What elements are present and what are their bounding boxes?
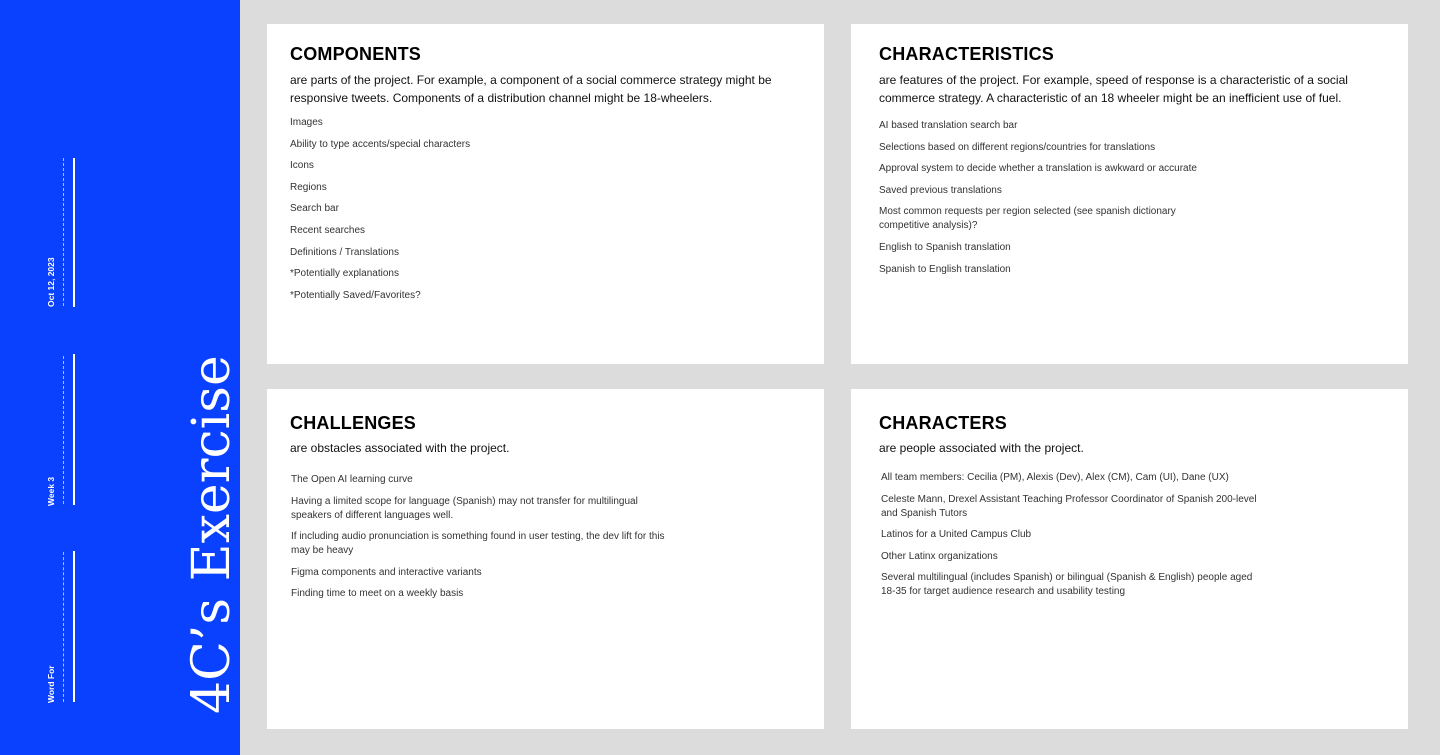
challenges-description: are obstacles associated with the project. — [290, 441, 510, 455]
list-item: Definitions / Translations — [290, 246, 399, 258]
page-title: 4C’s Exercise — [182, 355, 242, 714]
components-description: are parts of the project. For example, a component of a social commerce strategy might be responsive tweets. Components of a distribution channel might be 18-wheelers. — [290, 73, 772, 105]
characters-title: CHARACTERS — [879, 413, 1007, 433]
dashed-divider-date — [63, 158, 64, 306]
challenges-card — [267, 389, 824, 729]
characters-list — [881, 471, 1266, 607]
components-title: COMPONENTS — [290, 44, 422, 64]
list-item: All team members: Cecilia (PM), Alexis (Dev), Alex (CM), Cam (UI), Dane (UX) — [881, 472, 1229, 483]
sidebar — [0, 0, 240, 755]
characteristics-list — [879, 119, 1239, 284]
list-item: *Potentially Saved/Favorites? — [290, 289, 421, 301]
list-item: Most common requests per region selected (see spanish dictionary competitive analysis)? — [879, 206, 1176, 232]
list-item: Several multilingual (includes Spanish) or bilingual (Spanish & English) people aged 18-35 for target audience research and usability testing — [881, 572, 1253, 598]
list-item: Search bar — [290, 203, 339, 215]
list-item: English to Spanish translation — [879, 241, 1011, 253]
list-item: Saved previous translations — [879, 184, 1002, 196]
list-item: Celeste Mann, Drexel Assistant Teaching Professor Coordinator of Spanish 200-level and Spanish Tutors — [881, 493, 1257, 519]
characters-card — [851, 389, 1408, 729]
challenges-title: CHALLENGES — [290, 413, 417, 433]
list-item: Recent searches — [290, 224, 366, 236]
characteristics-description: are features of the project. For example, speed of response is a characteristic of a social commerce strategy. A characteristic of an 18 wheeler might be an inefficient use of fuel. — [879, 73, 1348, 105]
list-item: Ability to type accents/special characters — [290, 138, 471, 150]
dashed-divider-word — [63, 552, 64, 702]
list-item: Selections based on different regions/countries for translations — [879, 141, 1156, 153]
list-item: Spanish to English translation — [879, 263, 1011, 275]
dashed-divider-week — [63, 356, 64, 504]
components-card — [267, 24, 824, 364]
list-item: If including audio pronunciation is something found in user testing, the dev lift for this may be heavy — [291, 531, 665, 557]
components-list — [290, 116, 770, 310]
list-item: Icons — [290, 160, 314, 172]
word-for-label: Word For — [46, 665, 56, 703]
list-item: Finding time to meet on a weekly basis — [291, 588, 464, 600]
list-item: AI based translation search bar — [879, 120, 1018, 131]
date-label: Oct 12, 2023 — [46, 257, 56, 307]
list-item: Images — [290, 117, 323, 128]
solid-divider-week — [73, 354, 75, 505]
list-item: Approval system to decide whether a translation is awkward or accurate — [879, 163, 1197, 175]
list-item: Figma components and interactive variants — [291, 566, 482, 578]
list-item: Latinos for a United Campus Club — [881, 529, 1032, 541]
list-item: Other Latinx organizations — [881, 550, 998, 562]
list-item: The Open AI learning curve — [291, 474, 413, 485]
list-item: *Potentially explanations — [290, 268, 399, 280]
challenges-list — [291, 473, 676, 609]
solid-divider-word — [73, 551, 75, 702]
characters-description: are people associated with the project. — [879, 441, 1084, 455]
characteristics-title: CHARACTERISTICS — [879, 44, 1055, 64]
solid-divider-date — [73, 158, 75, 307]
week-label: Week 3 — [46, 476, 56, 506]
list-item: Having a limited scope for language (Spanish) may not transfer for multilingual speakers of different languages well. — [291, 495, 638, 521]
characteristics-card — [851, 24, 1408, 364]
list-item: Regions — [290, 181, 327, 193]
